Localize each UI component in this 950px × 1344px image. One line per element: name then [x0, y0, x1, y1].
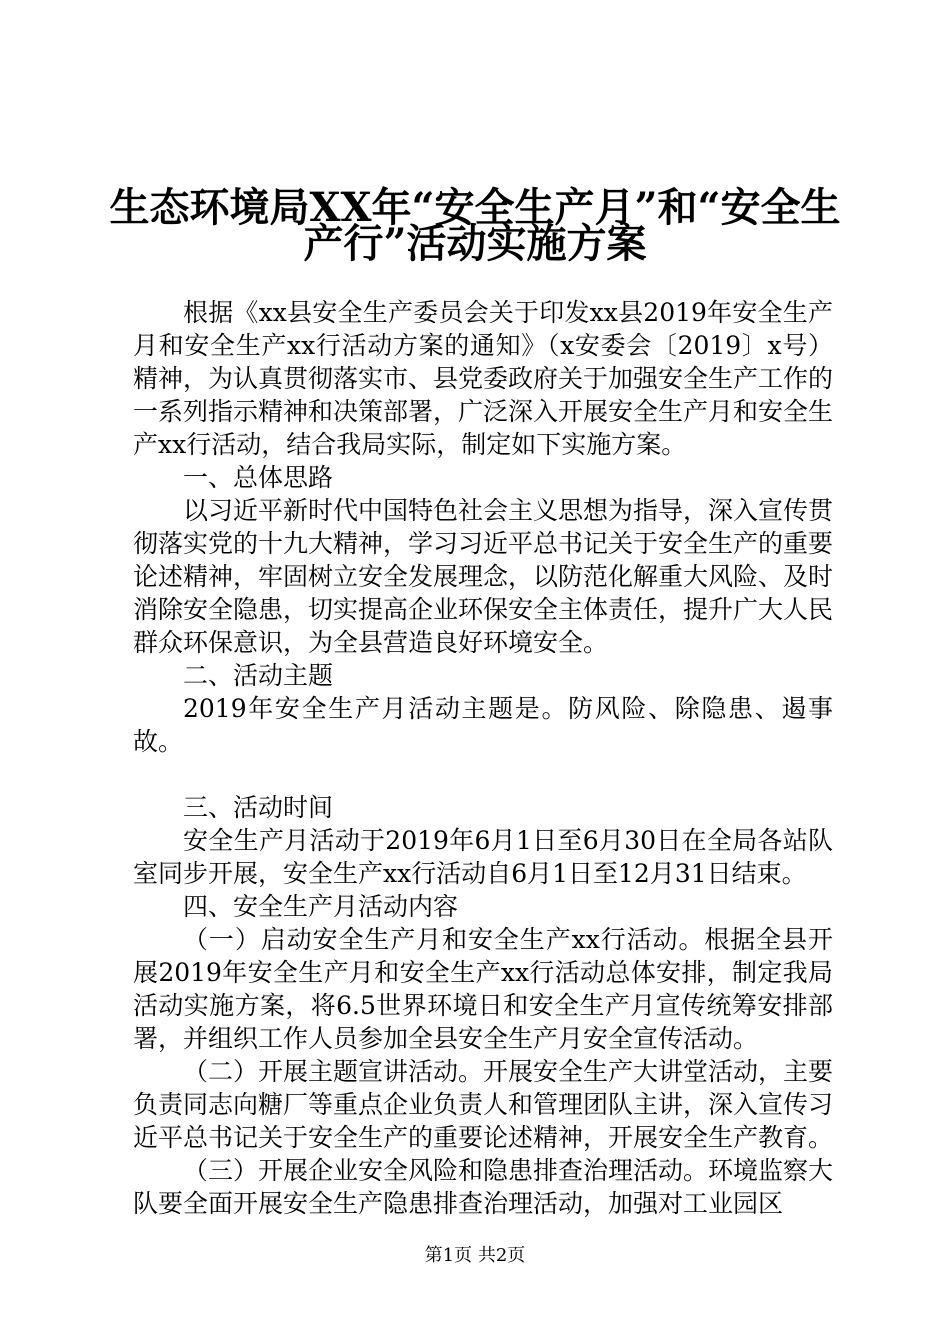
subsection-2-paragraph: （二）开展主题宣讲活动。开展安全生产大讲堂活动，主要负责同志向糖厂等重点企业负责人和管理团队主讲，深入宣传习近平总书记关于安全生产的重要论述精神，开展安全生产教育。 [133, 1057, 834, 1152]
document-title-line-2: 产行”活动实施方案 [303, 220, 647, 267]
blank-line [133, 758, 833, 791]
document-title-line-1: 生态环境局XX年“安全生产月”和“安全生 [109, 184, 841, 231]
section-heading-4: 四、安全生产月活动内容 [183, 892, 459, 921]
document-body [133, 296, 833, 1220]
intro-paragraph: 根据《xx县安全生产委员会关于印发xx县2019年安全生产月和安全生产xx行活动方案的通知》（x安委会〔2019〕x号）精神，为认真贯彻落实市、县党委政府关于加强安全生产工作的一系列指示精神和决策部署，广泛深入开展安全生产月和安全生产xx行活动，结合我局实际，制定如下实施方案。 [133, 298, 834, 459]
section-heading-1: 一、总体思路 [183, 463, 334, 492]
subsection-3-paragraph: （三）开展企业安全风险和隐患排查治理活动。环境监察大队要全面开展安全生产隐患排查治理活动，加强对工业园区 [133, 1156, 834, 1218]
section-2-paragraph: 2019年安全生产月活动主题是。防风险、除隐患、遏事故。 [133, 694, 833, 756]
section-3-paragraph: 安全生产月活动于2019年6月1日至6月30日在全局各站队室同步开展，安全生产xx行活动自6月1日至12月31日结束。 [133, 826, 833, 888]
subsection-1-paragraph: （一）启动安全生产月和安全生产xx行活动。根据全县开展2019年安全生产月和安全生产xx行活动总体安排，制定我局活动实施方案，将6.5世界环境日和安全生产月宣传统筹安排部署，并组织工作人员参加全县安全生产月安全宣传活动。 [133, 925, 833, 1053]
section-heading-3: 三、活动时间 [183, 793, 334, 822]
section-1-paragraph: 以习近平新时代中国特色社会主义思想为指导，深入宣传贯彻落实党的十九大精神，学习习近平总书记关于安全生产的重要论述精神，牢固树立安全发展理念，以防范化解重大风险、及时消除安全隐患，切实提高企业环保安全主体责任，提升广大人民群众环保意识，为全县营造良好环境安全。 [133, 496, 834, 657]
section-heading-2: 二、活动主题 [183, 661, 334, 690]
page-footer: 第1页 共2页 [424, 1245, 526, 1266]
